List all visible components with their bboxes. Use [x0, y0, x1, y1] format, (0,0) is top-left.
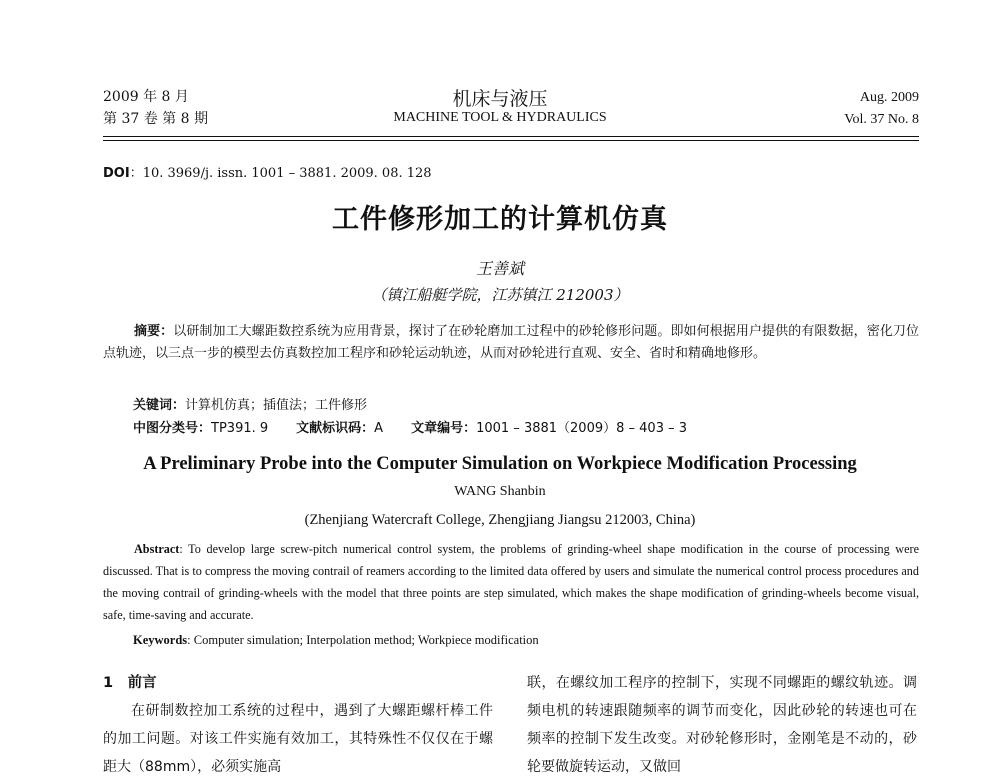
- clc-label: 中图分类号：: [133, 421, 212, 436]
- keywords-en: [133, 633, 539, 648]
- keywords-en-text: : Computer simulation; Interpolation method; Workpiece modification: [187, 633, 539, 647]
- keywords-cn: [133, 394, 367, 413]
- classification-line: [133, 417, 687, 436]
- article-number-label: 文章编号：: [411, 421, 477, 436]
- abstract-cn: [103, 321, 919, 365]
- doc-code-value: A: [374, 421, 384, 436]
- author-cn: 王善斌: [475, 259, 524, 278]
- paper-title-en: A Preliminary Probe into the Computer Simulation on Workpiece Modification Processing: [143, 454, 857, 474]
- clc-value: TP391. 9: [211, 421, 269, 436]
- abstract-en-label: Abstract: [134, 542, 180, 556]
- keywords-cn-label: 关键词：: [133, 398, 186, 413]
- abstract-cn-label: 摘要：: [134, 324, 174, 339]
- body-left-text: 在研制数控加工系统的过程中，遇到了大螺距螺杆棒工件的加工问题。对该工件实施有效加工，其特殊性不仅仅在于螺距大（88mm），必须实施高: [103, 703, 493, 775]
- body-right-text: 联，在螺纹加工程序的控制下，实现不同螺距的螺纹轨迹。调频电机的转速跟随频率的调节而变化，因此砂轮的转速也可在频率的控制下发生改变。对砂轮修形时，金刚笔是不动的，砂轮要做旋转运动，又做回: [527, 675, 917, 775]
- doi-line: [103, 162, 432, 181]
- abstract-en: [103, 538, 919, 626]
- header-date-en: Aug. 2009: [859, 90, 919, 105]
- header-rule-bottom: [103, 140, 919, 141]
- article-number-value: 1001 – 3881（2009）8 – 403 – 3: [476, 421, 687, 436]
- doc-code-label: 文献标识码：: [296, 421, 375, 436]
- header-volume-issue: 第 37 卷 第 8 期: [103, 111, 208, 127]
- keywords-en-label: Keywords: [133, 633, 188, 647]
- journal-name-en: MACHINE TOOL & HYDRAULICS: [393, 110, 607, 125]
- header-date: 2009 年 8 月: [103, 89, 189, 105]
- abstract-en-text: : To develop large screw-pitch numerical control system, the problems of grinding-wheel shape modification in the course of processing were discussed. That is to compress the moving contrail of reamers according to the limited data offered by users and simulate the numerical control process procedures and the moving contrail of grinding-wheels with the model that three points are step simulated, which makes the shape modification of grinding-wheels become visual, safe, time-saving and accurate.: [103, 542, 919, 622]
- body-right-column: [527, 669, 917, 775]
- paper-title-cn: 工件修形加工的计算机仿真: [332, 204, 668, 235]
- author-en: WANG Shanbin: [454, 484, 546, 499]
- section-heading-intro: 1 前言: [103, 675, 157, 691]
- affiliation-cn: （镇江船艇学院，江苏镇江 212003）: [371, 286, 629, 304]
- keywords-cn-text: 计算机仿真；插值法；工件修形: [185, 398, 368, 413]
- body-left-column: [103, 669, 493, 775]
- doi-value: ：10. 3969/j. issn. 1001 – 3881. 2009. 08. 128: [129, 166, 432, 181]
- header-volume-en: Vol. 37 No. 8: [844, 112, 919, 127]
- journal-name-cn: 机床与液压: [452, 88, 548, 110]
- abstract-cn-text: 以研制加工大螺距数控系统为应用背景，探讨了在砂轮磨加工过程中的砂轮修形问题。即如何根据用户提供的有限数据，密化刀位点轨迹，以三点一步的模型去仿真数控加工程序和砂轮运动轨迹，从而对砂轮进行直观、安全、省时和精确地修形。: [103, 324, 919, 361]
- affiliation-en: (Zhenjiang Watercraft College, Zhengjiang Jiangsu 212003, China): [304, 512, 696, 528]
- doi-label: DOI: [103, 166, 130, 181]
- header-rule-top: [103, 136, 919, 137]
